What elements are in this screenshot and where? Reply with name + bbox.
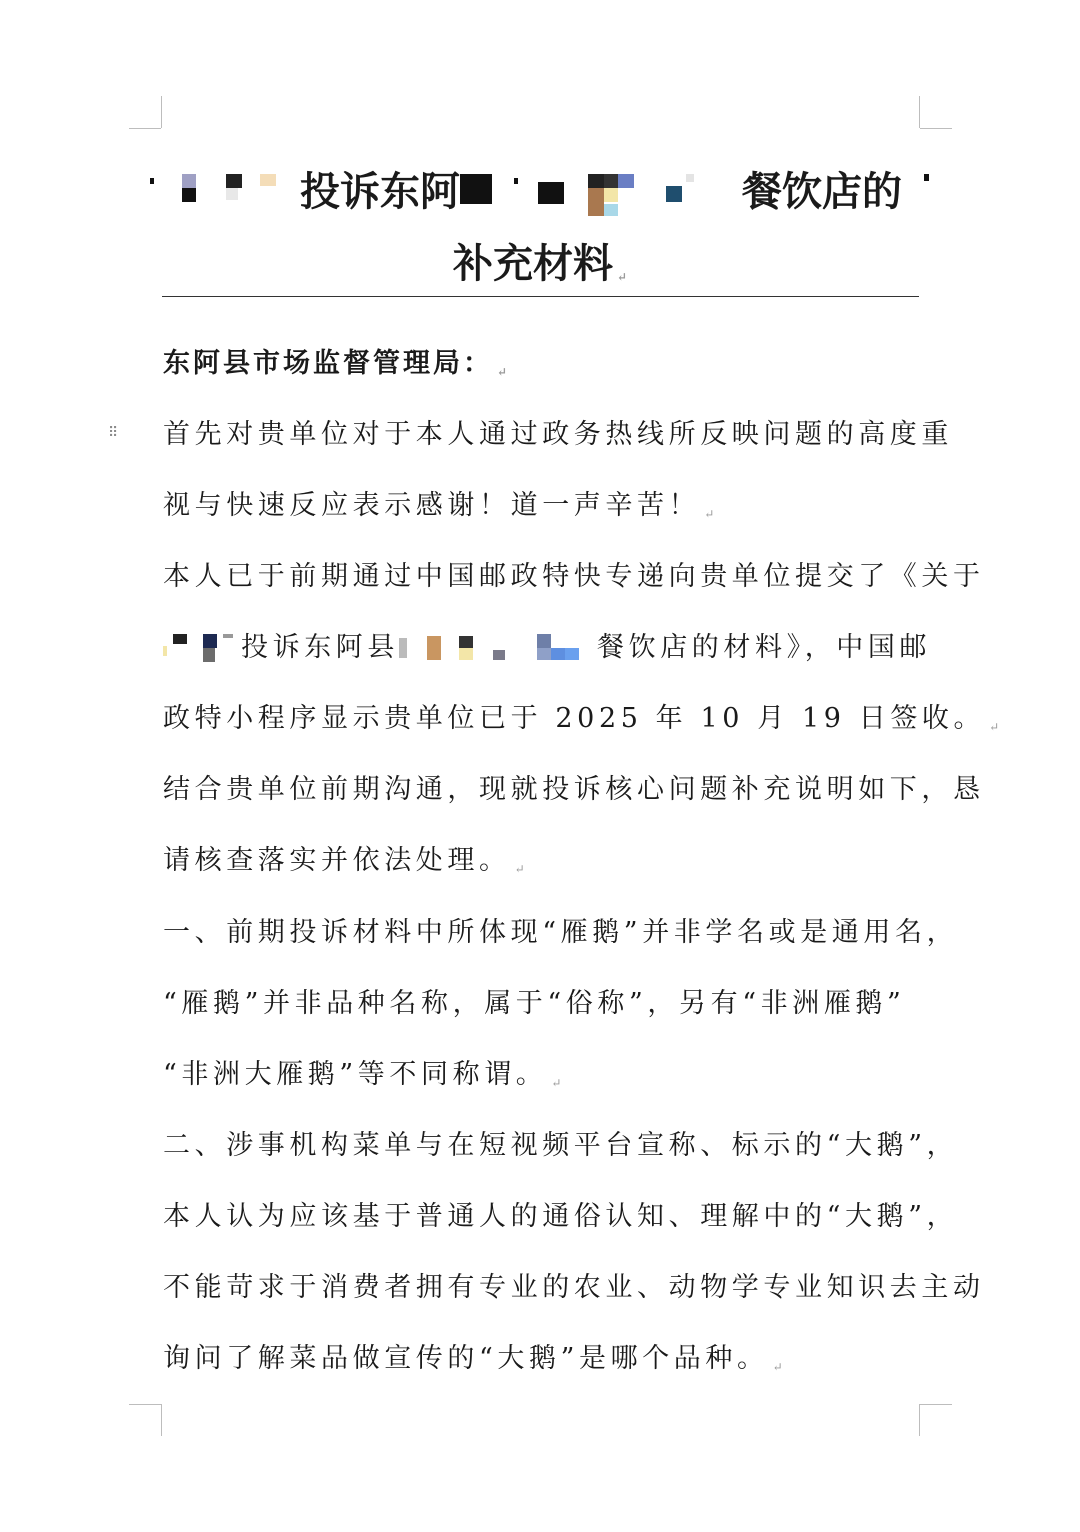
body-line-text: 首先对贵单位对于本人通过政务热线所反映问题的高度重 xyxy=(163,419,953,450)
paragraph-drag-handle-icon[interactable]: ⠿ xyxy=(108,425,119,441)
redacted-mosaic xyxy=(399,634,597,664)
paragraph-mark: ↵ xyxy=(497,365,508,379)
paragraph-mark: ↵ xyxy=(704,507,715,521)
body-line xyxy=(163,1055,923,1103)
crop-mark xyxy=(161,1404,162,1436)
paragraph-mark: ↵ xyxy=(616,270,628,284)
body-line-text: 不能苛求于消费者拥有专业的农业、动物学专业知识去主动 xyxy=(163,1272,985,1303)
body-line xyxy=(163,1268,985,1308)
body-line xyxy=(163,913,959,953)
crop-mark xyxy=(920,128,952,129)
title-text-part1: 投诉东阿 xyxy=(300,168,460,215)
document-title-line2 xyxy=(160,236,920,305)
crop-mark xyxy=(161,96,162,128)
body-line xyxy=(163,628,932,668)
body-line-text: 二、涉事机构菜单与在短视频平台宣称、标示的“大鹅”， xyxy=(163,1130,959,1161)
body-line xyxy=(163,486,923,534)
title-text-line2: 补充材料 xyxy=(452,240,613,287)
redacted-mosaic xyxy=(163,634,241,664)
body-line xyxy=(163,699,1000,747)
body-line xyxy=(163,1339,923,1387)
crop-mark xyxy=(129,1404,161,1405)
body-line-text: 请核查落实并依法处理。 xyxy=(163,845,511,876)
body-line-text: 一、前期投诉材料中所体现“雁鹅”并非学名或是通用名， xyxy=(163,917,959,948)
paragraph-mark: ↵ xyxy=(551,1076,562,1090)
title-underline xyxy=(162,296,919,297)
crop-mark xyxy=(920,1404,952,1405)
redacted-mosaic xyxy=(150,174,290,214)
body-line xyxy=(163,770,985,810)
crop-mark xyxy=(919,1404,920,1436)
body-line-text: 视与快速反应表示感谢！道一声辛苦！ xyxy=(163,490,701,521)
title-text-part2: 餐饮店的 xyxy=(742,168,902,215)
body-line-text: “雁鹅”并非品种名称，属于“俗称”，另有“非洲雁鹅” xyxy=(163,988,906,1019)
body-line xyxy=(163,1126,959,1166)
body-line xyxy=(163,415,953,455)
body-line xyxy=(163,1197,959,1237)
body-line-text: 本人认为应该基于普通人的通俗认知、理解中的“大鹅”， xyxy=(163,1201,959,1232)
body-line-text: 本人已于前期通过中国邮政特快专递向贵单位提交了《关于 xyxy=(163,561,985,592)
paragraph-mark: ↵ xyxy=(772,1360,783,1374)
body-line-text: 餐饮店的材料》，中国邮 xyxy=(597,632,932,663)
body-line xyxy=(163,841,923,889)
title-end-marker xyxy=(924,174,929,181)
body-line xyxy=(163,984,923,1024)
body-line xyxy=(163,557,985,597)
body-line-text: “非洲大雁鹅”等不同称谓。 xyxy=(163,1059,548,1090)
salutation xyxy=(163,344,923,392)
crop-mark xyxy=(129,128,161,129)
body-line-text: 投诉东阿县 xyxy=(241,632,399,663)
salutation-text: 东阿县市场监督管理局： xyxy=(163,348,493,379)
redacted-mosaic xyxy=(460,174,730,224)
body-line-text: 政特小程序显示贵单位已于 2025 年 10 月 19 日签收。 xyxy=(163,703,986,734)
paragraph-mark: ↵ xyxy=(514,862,525,876)
crop-mark xyxy=(919,96,920,128)
paragraph-mark: ↵ xyxy=(989,720,1000,734)
body-line-text: 询问了解菜品做宣传的“大鹅”是哪个品种。 xyxy=(163,1343,769,1374)
body-line-text: 结合贵单位前期沟通，现就投诉核心问题补充说明如下，恳 xyxy=(163,774,985,805)
